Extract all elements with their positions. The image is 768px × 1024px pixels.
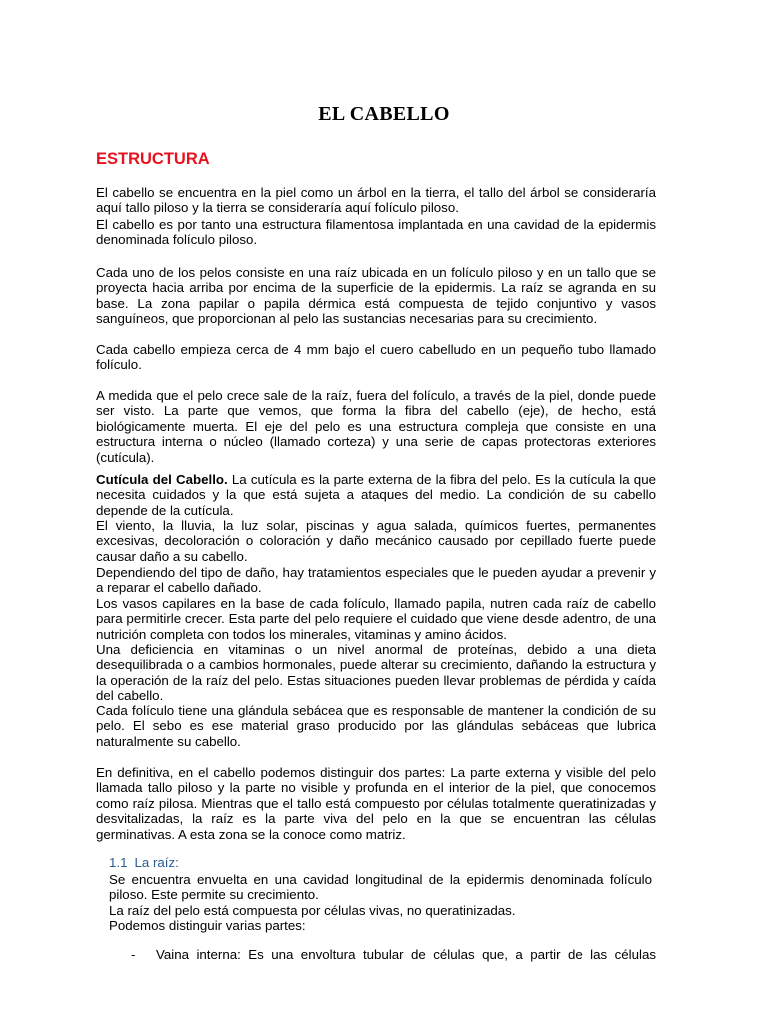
subsection-heading xyxy=(109,855,179,870)
paragraph: Cada uno de los pelos consiste en una raíz ubicada en un folículo piloso y en un tallo que se proyecta hacia arriba por encima de la superficie de la epidermis. La raíz se agranda en su base. La zona papilar o papila dérmica está compuesta de tejido conjuntivo y vasos sanguíneos, que proporcionan al pelo las sustancias necesarias para su crecimiento. xyxy=(96,265,656,327)
paragraph: El cabello es por tanto una estructura filamentosa implantada en una cavidad de la epidermis denominada folículo piloso. xyxy=(96,217,656,248)
paragraph: Dependiendo del tipo de daño, hay tratamientos especiales que le pueden ayudar a prevenir y a reparar el cabello dañado. xyxy=(96,565,656,596)
paragraph: Los vasos capilares en la base de cada folículo, llamado papila, nutren cada raíz de cabello para permitirle crecer. Esta parte del pelo requiere el cuidado que viene desde adentro, de una nutrición completa con todos los minerales, vitaminas y amino ácidos. xyxy=(96,596,656,642)
paragraph: Podemos distinguir varias partes: xyxy=(109,918,306,933)
document-title: EL CABELLO xyxy=(318,103,450,125)
paragraph xyxy=(96,472,656,518)
paragraph: Cada cabello empieza cerca de 4 mm bajo el cuero cabelludo en un pequeño tubo llamado folículo. xyxy=(96,342,656,373)
paragraph: A medida que el pelo crece sale de la raíz, fuera del folículo, a través de la piel, donde puede ser visto. La parte que vemos, que forma la fibra del cabello (eje), de hecho, está biológicamente muerta. El eje del pelo es una estructura compleja que consiste en una estructura interna o núcleo (llamado corteza) y una serie de capas protectoras exteriores (cutícula). xyxy=(96,388,656,465)
subsection-number: 1.1 xyxy=(109,855,128,870)
list-bullet: - xyxy=(131,947,136,962)
bold-lead: Cutícula del Cabello. xyxy=(96,472,228,487)
paragraph-text: La cutícula es la parte externa de la fibra del pelo. Es la cutícula la que necesita cuidados y la que está sujeta a ataques del medio. La condición de su cabello depende de la cutícula. xyxy=(96,472,656,518)
paragraph: Una deficiencia en vitaminas o un nivel anormal de proteínas, debido a una dieta desequilibrada o a cambios hormonales, puede alterar su crecimiento, dañando la estructura y la operación de la raíz del pelo. Estas situaciones pueden llevar problemas de pérdida y caída del cabello. xyxy=(96,642,656,704)
paragraph: En definitiva, en el cabello podemos distinguir dos partes: La parte externa y visible del pelo llamada tallo piloso y la parte no visible y profunda en el interior de la piel, que conocemos como raíz pilosa. Mientras que el tallo está compuesto por células totalmente queratinizadas y desvitalizadas, la raíz es la parte viva del pelo en la que se encuentran las células germinativas. A esta zona se la conoce como matriz. xyxy=(96,765,656,842)
paragraph: Se encuentra envuelta en una cavidad longitudinal de la epidermis denominada folículo piloso. Este permite su crecimiento. xyxy=(109,872,652,903)
section-heading: ESTRUCTURA xyxy=(96,150,210,168)
paragraph: Cada folículo tiene una glándula sebácea que es responsable de mantener la condición de su pelo. El sebo es ese material graso producido por las glándulas sebáceas que lubrica naturalmente su cabello. xyxy=(96,703,656,749)
subsection-title: La raíz: xyxy=(134,855,179,870)
paragraph: El viento, la lluvia, la luz solar, piscinas y agua salada, químicos fuertes, permanentes excesivas, decoloración o coloración y daño mecánico causado por cepillado fuerte puede causar daño a su cabello. xyxy=(96,518,656,564)
paragraph: La raíz del pelo está compuesta por células vivas, no queratinizadas. xyxy=(109,903,516,918)
paragraph: El cabello se encuentra en la piel como un árbol en la tierra, el tallo del árbol se consideraría aquí tallo piloso y la tierra se consideraría aquí folículo piloso. xyxy=(96,185,656,216)
list-item-text: Vaina interna: Es una envoltura tubular de células que, a partir de las células xyxy=(156,947,656,962)
